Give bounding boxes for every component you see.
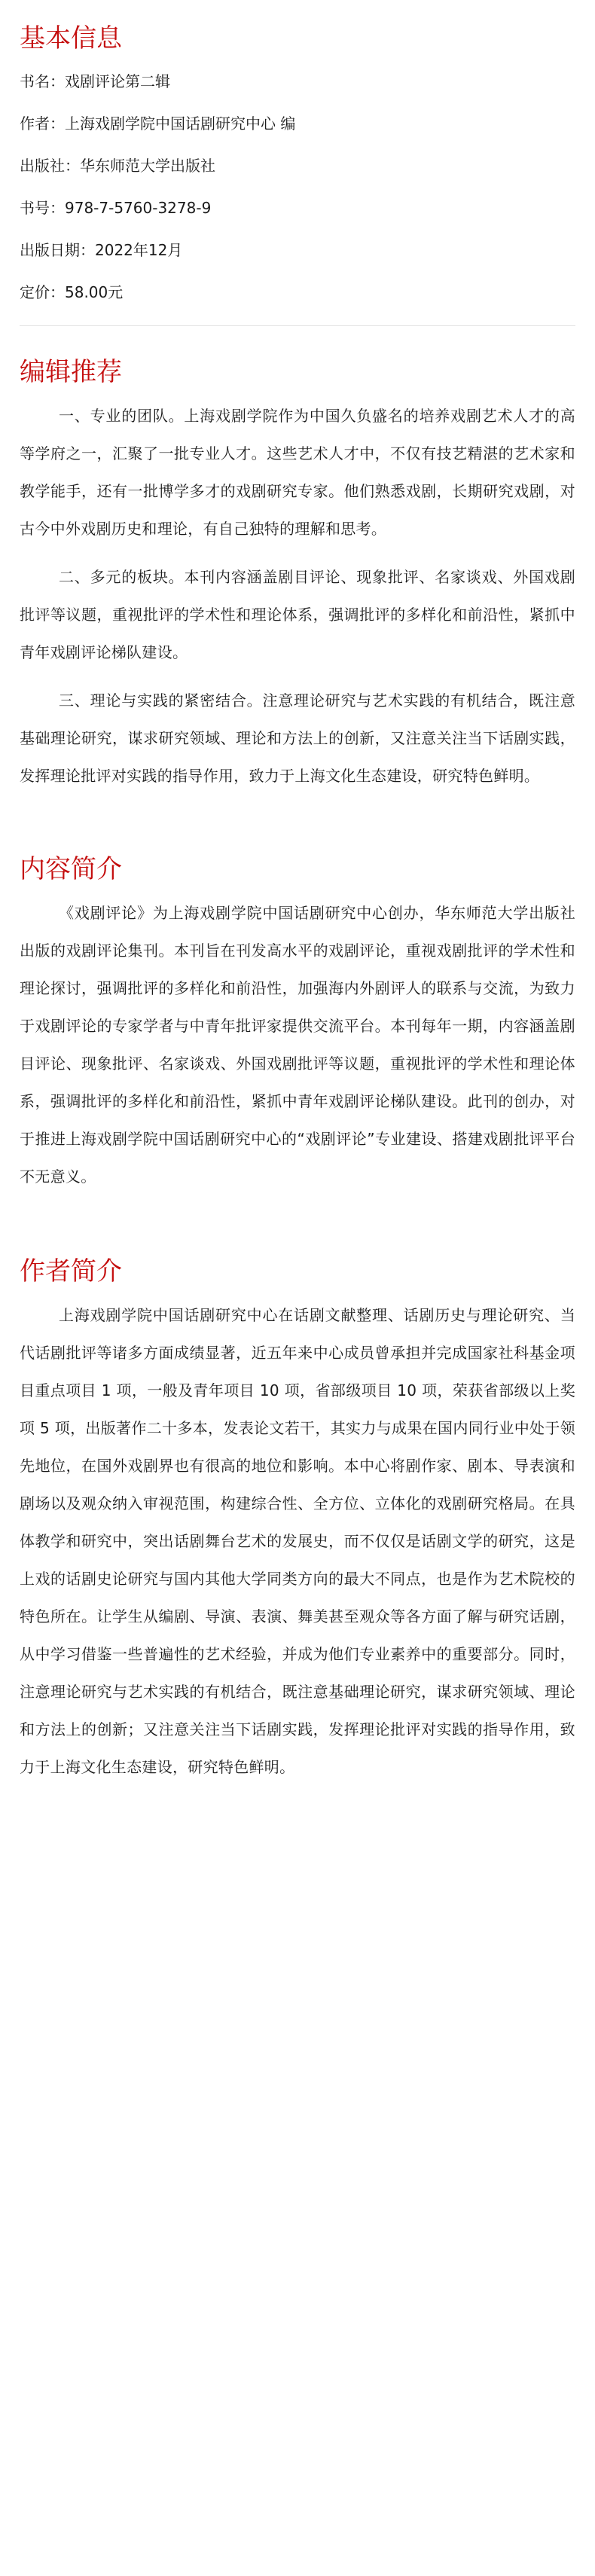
paragraph: 二、多元的板块。本刊内容涵盖剧目评论、现象批评、名家谈戏、外国戏剧批评等议题，重视批评的学术性和理论体系，强调批评的多样化和前沿性，紧抓中青年戏剧评论梯队建设。 — [20, 568, 575, 661]
paragraph: 一、专业的团队。上海戏剧学院作为中国久负盛名的培养戏剧艺术人才的高等学府之一，汇聚了一批专业人才。这些艺术人才中，不仅有技艺精湛的艺术家和教学能手，还有一批博学多才的戏剧研究专家。他们熟悉戏剧，长期研究戏剧，对古今中外戏剧历史和理论，有自己独特的理解和思考。 — [20, 407, 575, 538]
info-label: 定价 ： — [20, 283, 65, 301]
info-row-book-name — [20, 71, 575, 92]
info-row-publish-date — [20, 240, 575, 261]
info-value: 上海戏剧学院中国话剧研究中心 编 — [65, 114, 296, 133]
editor-recommendation-section — [20, 355, 575, 795]
info-value: 2022年12月 — [95, 241, 183, 259]
paragraph: 《戏剧评论》为上海戏剧学院中国话剧研究中心创办，华东师范大学出版社出版的戏剧评论集刊。本刊旨在刊发高水平的戏剧评论，重视戏剧批评的学术性和理论探讨，强调批评的多样化和前沿性，加强海内外剧评人的联系与交流，为致力于戏剧评论的专家学者与中青年批评家提供交流平台。本刊每年一期，内容涵盖剧目评论、现象批评、名家谈戏、外国戏剧批评等议题，重视批评的学术性和理论体系，强调批评的多样化和前沿性，紧抓中青年戏剧评论梯队建设。此刊的创办，对于推进上海戏剧学院中国话剧研究中心的“戏剧评论”专业建设、搭建戏剧批评平台不无意义。 — [20, 904, 575, 1186]
info-label: 作者 ： — [20, 114, 65, 133]
info-value: 华东师范大学出版社 — [80, 157, 215, 175]
editor-recommendation-title: 编辑推荐 — [20, 357, 122, 387]
info-label: 出版社 ： — [20, 157, 80, 175]
info-row-price — [20, 282, 575, 303]
content-summary-title: 内容简介 — [20, 854, 122, 884]
basic-info-list — [20, 71, 575, 303]
info-value: 58.00元 — [65, 283, 124, 301]
info-value: 戏剧评论第二辑 — [65, 72, 170, 90]
info-label: 书名 ： — [20, 72, 65, 90]
author-intro-title: 作者简介 — [20, 1256, 122, 1286]
paragraph: 上海戏剧学院中国话剧研究中心在话剧文献整理、话剧历史与理论研究、当代话剧批评等诸多方面成绩显著，近五年来中心成员曾承担并完成国家社科基金项目重点项目 1 项，一般及青年项目 10 项，省部级项目 10 项，荣获省部级以上奖项 5 项，出版著作二十多本，发表论文若干，其实力与成果在国内同行业中处于领先地位，在国外戏剧界也有很高的地位和影响。本中心将剧作家、剧本、导表演和剧场以及观众纳入审视范围，构建综合性、全方位、立体化的戏剧研究格局。在具体教学和研究中，突出话剧舞台艺术的发展史，而不仅仅是话剧文学的研究，这是上戏的话剧史论研究与国内其他大学同类方向的最大不同点，也是作为艺术院校的特色所在。让学生从编剧、导演、表演、舞美甚至观众等各方面了解与研究话剧，从中学习借鉴一些普遍性的艺术经验，并成为他们专业素养中的重要部分。同时，注意理论研究与艺术实践的有机结合，既注意基础理论研究，谋求研究领域、理论和方法上的创新；又注意关注当下话剧实践，发挥理论批评对实践的指导作用，致力于上海文化生态建设，研究特色鲜明。 — [20, 1306, 575, 1776]
basic-info-title: 基本信息 — [20, 23, 122, 53]
info-label: 出版日期 ： — [20, 241, 95, 259]
basic-info-section — [20, 21, 575, 326]
author-intro-section — [20, 1254, 575, 1786]
info-row-publisher — [20, 155, 575, 176]
content-summary-section — [20, 852, 575, 1195]
paragraph: 三、理论与实践的紧密结合。注意理论研究与艺术实践的有机结合，既注意基础理论研究，谋求研究领域、理论和方法上的创新，又注意关注当下话剧实践，发挥理论批评对实践的指导作用，致力于上海文化生态建设，研究特色鲜明。 — [20, 691, 575, 785]
section-divider — [20, 325, 575, 326]
info-label: 书号 ： — [20, 199, 65, 217]
info-row-author — [20, 113, 575, 134]
info-row-isbn — [20, 197, 575, 218]
info-value: 978-7-5760-3278-9 — [65, 199, 212, 217]
